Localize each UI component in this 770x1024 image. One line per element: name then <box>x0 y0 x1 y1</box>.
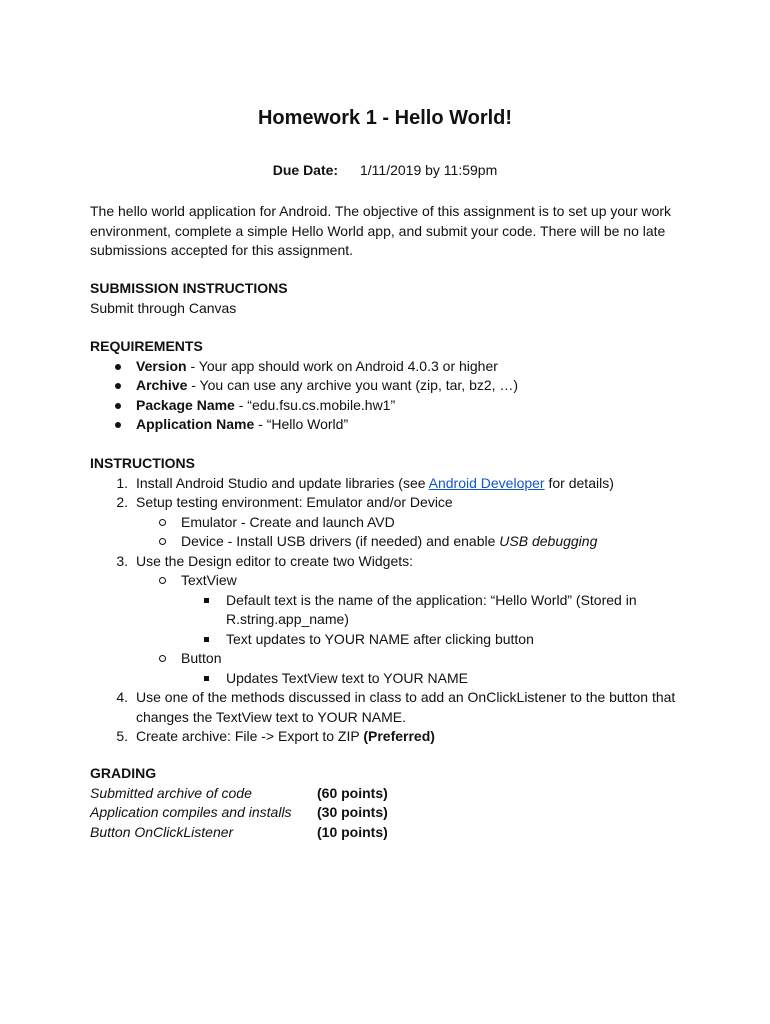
sub-sub-item-continuation <box>90 610 690 630</box>
bullet-icon <box>115 403 121 409</box>
requirement-item <box>90 376 690 396</box>
bullet-icon <box>115 383 121 389</box>
requirement-item <box>90 415 690 435</box>
sub-sub-item-text: Updates TextView text to YOUR NAME <box>226 669 468 686</box>
instruction-step-continuation <box>90 708 690 728</box>
circle-bullet-icon <box>159 577 166 584</box>
sub-item <box>90 532 690 552</box>
grading-heading: GRADING <box>90 765 157 781</box>
grading-row <box>90 803 690 823</box>
step-text: changes the TextView text to YOUR NAME. <box>136 708 407 725</box>
sub-item-text: Button <box>181 650 222 666</box>
sub-sub-item-text: Default text is the name of the application: “Hello World” (Stored in <box>226 591 637 608</box>
requirements-heading: REQUIREMENTS <box>90 338 203 354</box>
step-text: Create archive: File -> Export to ZIP <box>136 728 364 744</box>
due-date-value: 1/11/2019 by 11:59pm <box>359 162 498 178</box>
sub-item <box>90 571 690 591</box>
instruction-step <box>90 688 690 708</box>
grading-row <box>90 823 690 843</box>
circle-bullet-icon <box>159 519 166 526</box>
sub-sub-item <box>90 630 690 650</box>
step-text: for details) <box>544 474 614 491</box>
step-text: Setup testing environment: Emulator and/or Device <box>136 494 453 510</box>
intro-paragraph: The hello world application for Android. The objective of this assignment is to set up your work environment, complete a simple Hello World app, and submit your code. There will be no late submissions accepted for this assignment. <box>90 203 672 258</box>
grading-item: Button OnClickListener <box>90 823 234 840</box>
circle-bullet-icon <box>159 538 166 545</box>
requirement-text: - Your app should work on Android 4.0.3 or higher <box>186 357 498 374</box>
grading-points: (10 points) <box>317 823 388 840</box>
square-bullet-icon <box>204 637 209 642</box>
submission-section <box>90 279 690 318</box>
grading-points: (30 points) <box>317 804 388 820</box>
sub-sub-item-text: Text updates to YOUR NAME after clicking button <box>226 630 534 647</box>
due-date <box>0 162 770 178</box>
page-title: Homework 1 - Hello World! <box>257 107 513 129</box>
instructions-section <box>90 454 690 747</box>
requirement-term: Application Name <box>136 416 255 432</box>
requirement-term: Archive <box>136 377 188 393</box>
step-number: 2. <box>116 494 128 510</box>
instruction-step <box>90 474 690 494</box>
grading-points: (60 points) <box>317 784 388 801</box>
sub-sub-item-text: R.string.app_name) <box>226 611 349 627</box>
step-bold: (Preferred) <box>363 728 435 744</box>
sub-sub-item <box>90 591 690 611</box>
grading-row <box>90 784 690 804</box>
step-text: Use the Design editor to create two Widgets: <box>136 552 414 569</box>
submission-heading: SUBMISSION INSTRUCTIONS <box>90 280 288 296</box>
requirement-item <box>90 357 690 377</box>
grading-item: Submitted archive of code <box>90 784 252 801</box>
circle-bullet-icon <box>159 655 166 662</box>
sub-item-text: Emulator - Create and launch AVD <box>181 513 395 530</box>
due-date-label: Due Date: <box>272 162 339 178</box>
step-number: 4. <box>116 689 128 705</box>
sub-item-text: TextView <box>181 572 237 588</box>
requirement-text: - “edu.fsu.cs.mobile.hw1” <box>234 396 396 413</box>
instruction-step <box>90 552 690 572</box>
sub-item-text: Device - Install USB drivers (if needed) and enable <box>181 533 500 549</box>
sub-item <box>90 649 690 669</box>
step-number: 1. <box>116 474 128 491</box>
requirement-term: Version <box>136 357 187 374</box>
step-text: Install Android Studio and update libraries (see <box>136 474 429 491</box>
square-bullet-icon <box>204 676 209 681</box>
sub-item-italic: USB debugging <box>499 533 598 549</box>
grading-item: Application compiles and installs <box>90 804 292 820</box>
step-number: 5. <box>116 728 128 744</box>
requirement-item <box>90 396 690 416</box>
bullet-icon <box>115 364 121 370</box>
requirements-section <box>90 337 690 435</box>
bullet-icon <box>115 422 121 428</box>
android-developer-link[interactable]: Android Developer <box>428 474 545 491</box>
instructions-heading: INSTRUCTIONS <box>90 455 195 471</box>
grading-section <box>90 764 690 842</box>
instruction-step <box>90 727 690 747</box>
sub-sub-item <box>90 669 690 689</box>
step-number: 3. <box>116 552 128 569</box>
instruction-step <box>90 493 690 513</box>
square-bullet-icon <box>204 598 209 603</box>
requirement-text: - You can use any archive you want (zip, tar, bz2, …) <box>187 377 519 393</box>
submission-text: Submit through Canvas <box>90 299 237 316</box>
requirement-term: Package Name <box>136 396 235 413</box>
requirement-text: - “Hello World” <box>254 416 349 432</box>
step-text: Use one of the methods discussed in class to add an OnClickListener to the button that <box>136 689 676 705</box>
sub-item <box>90 513 690 533</box>
